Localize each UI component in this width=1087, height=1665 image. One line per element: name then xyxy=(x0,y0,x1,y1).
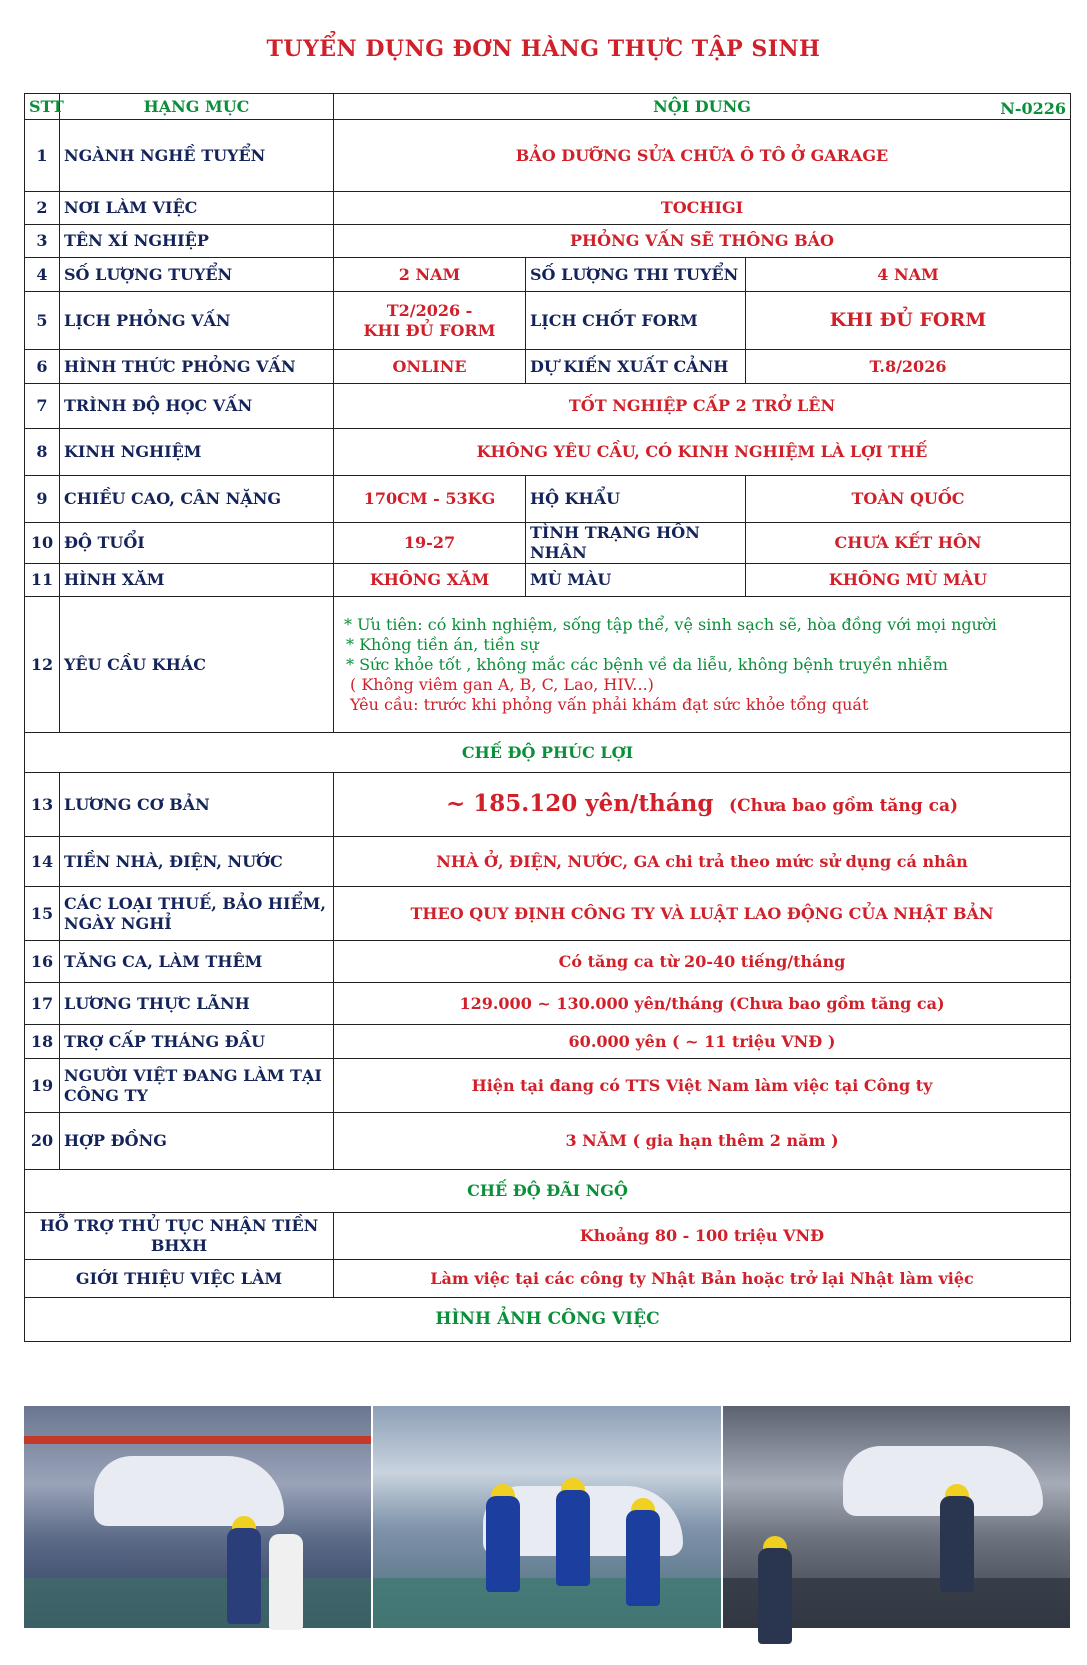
row-label: CÁC LOẠI THUẾ, BẢO HIỂM, NGÀY NGHỈ xyxy=(60,887,334,941)
row-value-line: KHI ĐỦ FORM xyxy=(363,320,496,340)
table-header xyxy=(25,94,1071,120)
header-category: HẠNG MỤC xyxy=(60,94,334,120)
row-label: TÊN XÍ NGHIỆP xyxy=(60,225,334,258)
row-label: LƯƠNG CƠ BẢN xyxy=(60,773,334,837)
photo-worker xyxy=(626,1510,660,1606)
row-number: 1 xyxy=(25,120,60,192)
requirement-note: Yêu cầu: trước khi phỏng vấn phải khám đạt sức khỏe tổng quát xyxy=(350,694,869,714)
row-value: KHÔNG YÊU CẦU, CÓ KINH NGHIỆM LÀ LỢI THẾ xyxy=(334,429,1071,476)
salary-note: (Chưa bao gồm tăng ca) xyxy=(729,796,959,817)
row-value: 19-27 xyxy=(334,523,526,564)
row-label: SỐ LƯỢNG TUYỂN xyxy=(60,258,334,292)
row-number: 9 xyxy=(25,476,60,523)
table-row xyxy=(25,292,1071,350)
row-label: KINH NGHIỆM xyxy=(60,429,334,476)
row-sub-value: TOÀN QUỐC xyxy=(746,476,1071,523)
photo-worker xyxy=(758,1548,792,1644)
section-header-images xyxy=(25,1298,1071,1342)
row-label: TIỀN NHÀ, ĐIỆN, NƯỚC xyxy=(60,837,334,887)
table-row xyxy=(25,225,1071,258)
work-photo xyxy=(24,1406,373,1628)
header-content-cell xyxy=(334,94,1071,120)
requirement-note: * Không tiền án, tiền sự xyxy=(346,634,539,654)
row-number: 14 xyxy=(25,837,60,887)
row-value: TỐT NGHIỆP CẤP 2 TRỞ LÊN xyxy=(334,384,1071,429)
row-label: NGƯỜI VIỆT ĐANG LÀM TẠI CÔNG TY xyxy=(60,1059,334,1113)
row-label: GIỚI THIỆU VIỆC LÀM xyxy=(25,1260,334,1298)
section-header-welfare xyxy=(25,733,1071,773)
photo-worker xyxy=(940,1496,974,1592)
table-row xyxy=(25,1260,1071,1298)
row-value: BẢO DƯỠNG SỬA CHỮA Ô TÔ Ở GARAGE xyxy=(334,120,1071,192)
row-value: KHÔNG XĂM xyxy=(334,564,526,597)
photo-beam xyxy=(24,1436,371,1444)
photo-worker xyxy=(269,1534,303,1630)
table-row xyxy=(25,1059,1071,1113)
table-row xyxy=(25,1213,1071,1260)
row-number: 3 xyxy=(25,225,60,258)
photo-floor xyxy=(24,1578,371,1628)
section-title: CHẾ ĐỘ ĐÃI NGỘ xyxy=(25,1170,1071,1213)
row-value: Có tăng ca từ 20-40 tiếng/tháng xyxy=(334,941,1071,983)
row-sub-value: 4 NAM xyxy=(746,258,1071,292)
photo-worker xyxy=(486,1496,520,1592)
row-number: 10 xyxy=(25,523,60,564)
requirement-note: * Sức khỏe tốt , không mắc các bệnh về da liễu, không bệnh truyền nhiễm xyxy=(346,654,948,674)
row-sub-label: LỊCH CHỐT FORM xyxy=(526,292,746,350)
row-value: NHÀ Ở, ĐIỆN, NƯỚC, GA chi trả theo mức sử dụng cá nhân xyxy=(334,837,1071,887)
table-row xyxy=(25,941,1071,983)
requirement-note: * Ưu tiên: có kinh nghiệm, sống tập thể, vệ sinh sạch sẽ, hòa đồng với mọi người xyxy=(344,614,997,634)
row-value: Hiện tại đang có TTS Việt Nam làm việc tại Công ty xyxy=(334,1059,1071,1113)
row-label: NƠI LÀM VIỆC xyxy=(60,192,334,225)
row-label: HỖ TRỢ THỦ TỤC NHẬN TIỀN BHXH xyxy=(25,1213,334,1260)
row-sub-value: KHI ĐỦ FORM xyxy=(746,292,1071,350)
row-value: 170CM - 53KG xyxy=(334,476,526,523)
work-photos xyxy=(24,1406,1070,1628)
row-number: 18 xyxy=(25,1025,60,1059)
row-value xyxy=(334,292,526,350)
row-label: LỊCH PHỎNG VẤN xyxy=(60,292,334,350)
table-row xyxy=(25,384,1071,429)
photo-worker xyxy=(556,1490,590,1586)
row-number: 13 xyxy=(25,773,60,837)
requirement-note: ( Không viêm gan A, B, C, Lao, HIV...) xyxy=(350,674,654,694)
job-order-table xyxy=(24,93,1071,1342)
table-row xyxy=(25,120,1071,192)
table-row xyxy=(25,773,1071,837)
row-sub-value: T.8/2026 xyxy=(746,350,1071,384)
row-value: 129.000 ~ 130.000 yên/tháng (Chưa bao gồm tăng ca) xyxy=(334,983,1071,1025)
table-row xyxy=(25,523,1071,564)
table-row xyxy=(25,564,1071,597)
table-row xyxy=(25,192,1071,225)
row-number: 20 xyxy=(25,1113,60,1170)
row-label: HÌNH XĂM xyxy=(60,564,334,597)
row-number: 5 xyxy=(25,292,60,350)
row-value: THEO QUY ĐỊNH CÔNG TY VÀ LUẬT LAO ĐỘNG CỦA NHẬT BẢN xyxy=(334,887,1071,941)
row-sub-label: TÌNH TRẠNG HÔN NHÂN xyxy=(526,523,746,564)
row-value: Làm việc tại các công ty Nhật Bản hoặc trở lại Nhật làm việc xyxy=(334,1260,1071,1298)
row-value: 2 NAM xyxy=(334,258,526,292)
table-row xyxy=(25,837,1071,887)
row-value-line: T2/2026 - xyxy=(386,300,473,320)
row-label: HỢP ĐỒNG xyxy=(60,1113,334,1170)
row-sub-label: DỰ KIẾN XUẤT CẢNH xyxy=(526,350,746,384)
row-label: YÊU CẦU KHÁC xyxy=(60,597,334,733)
row-value: 3 NĂM ( gia hạn thêm 2 năm ) xyxy=(334,1113,1071,1170)
table-row xyxy=(25,1113,1071,1170)
table-row xyxy=(25,983,1071,1025)
photo-floor xyxy=(373,1578,720,1628)
row-label: HÌNH THỨC PHỎNG VẤN xyxy=(60,350,334,384)
row-sub-label: HỘ KHẨU xyxy=(526,476,746,523)
row-sub-label: SỐ LƯỢNG THI TUYỂN xyxy=(526,258,746,292)
row-number: 2 xyxy=(25,192,60,225)
row-sub-label: MÙ MÀU xyxy=(526,564,746,597)
row-label: ĐỘ TUỔI xyxy=(60,523,334,564)
row-label: TRỢ CẤP THÁNG ĐẦU xyxy=(60,1025,334,1059)
row-number: 8 xyxy=(25,429,60,476)
row-number: 6 xyxy=(25,350,60,384)
salary-amount: ~ 185.120 yên/tháng xyxy=(445,790,714,818)
table-row xyxy=(25,597,1071,733)
table-row xyxy=(25,258,1071,292)
row-number: 11 xyxy=(25,564,60,597)
table-row xyxy=(25,887,1071,941)
row-label: TĂNG CA, LÀM THÊM xyxy=(60,941,334,983)
row-value xyxy=(334,773,1071,837)
section-title: CHẾ ĐỘ PHÚC LỢI xyxy=(25,733,1071,773)
row-label: NGÀNH NGHỀ TUYỂN xyxy=(60,120,334,192)
row-sub-value: KHÔNG MÙ MÀU xyxy=(746,564,1071,597)
row-number: 7 xyxy=(25,384,60,429)
row-value: ONLINE xyxy=(334,350,526,384)
row-value: 60.000 yên ( ~ 11 triệu VNĐ ) xyxy=(334,1025,1071,1059)
row-label: LƯƠNG THỰC LÃNH xyxy=(60,983,334,1025)
photo-worker xyxy=(227,1528,261,1624)
header-stt: STT xyxy=(25,94,60,120)
row-value: TOCHIGI xyxy=(334,192,1071,225)
page-title: TUYỂN DỤNG ĐƠN HÀNG THỰC TẬP SINH xyxy=(266,36,821,62)
row-sub-value: CHƯA KẾT HÔN xyxy=(746,523,1071,564)
row-number: 19 xyxy=(25,1059,60,1113)
row-number: 16 xyxy=(25,941,60,983)
section-title: HÌNH ẢNH CÔNG VIỆC xyxy=(25,1298,1071,1342)
row-number: 4 xyxy=(25,258,60,292)
work-photo xyxy=(373,1406,722,1628)
row-number: 12 xyxy=(25,597,60,733)
other-requirements xyxy=(334,597,1071,733)
work-photo xyxy=(723,1406,1070,1628)
row-value: Khoảng 80 - 100 triệu VNĐ xyxy=(334,1213,1071,1260)
row-label: TRÌNH ĐỘ HỌC VẤN xyxy=(60,384,334,429)
row-label: CHIỀU CAO, CÂN NẶNG xyxy=(60,476,334,523)
row-number: 15 xyxy=(25,887,60,941)
table-row xyxy=(25,476,1071,523)
photo-car xyxy=(94,1456,284,1526)
table-row xyxy=(25,1025,1071,1059)
order-code: N-0226 xyxy=(1000,99,1066,118)
table-row xyxy=(25,350,1071,384)
section-header-benefits xyxy=(25,1170,1071,1213)
header-content: NỘI DUNG xyxy=(653,96,751,116)
table-row xyxy=(25,429,1071,476)
row-value: PHỎNG VẤN SẼ THÔNG BÁO xyxy=(334,225,1071,258)
row-number: 17 xyxy=(25,983,60,1025)
